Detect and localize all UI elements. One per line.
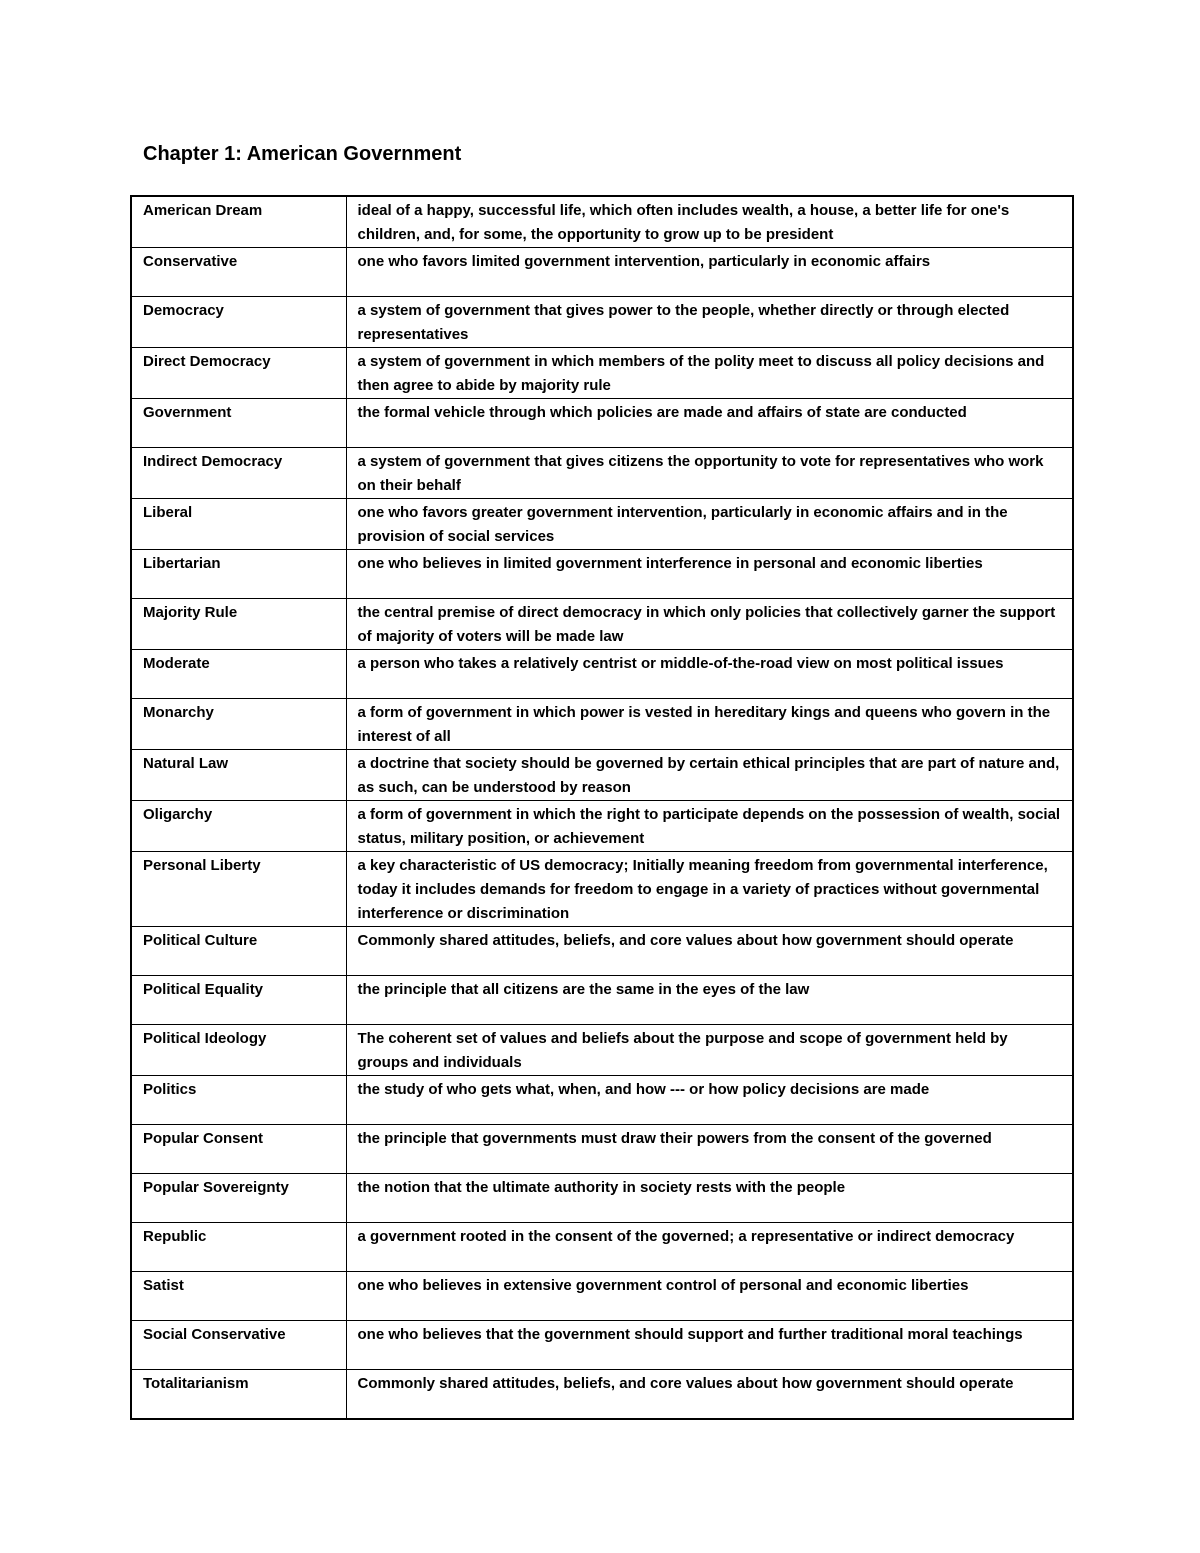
definition-cell: the principle that governments must draw their powers from the consent of the governed bbox=[346, 1125, 1073, 1174]
definition-cell: one who favors greater government intervention, particularly in economic affairs and in the provision of social services bbox=[346, 499, 1073, 550]
table-row bbox=[131, 550, 1073, 599]
definition-cell: a key characteristic of US democracy; Initially meaning freedom from governmental interference, today it includes demands for freedom to engage in a variety of practices without governmental interference or discrimination bbox=[346, 852, 1073, 927]
definition-cell: a system of government that gives power to the people, whether directly or through elected representatives bbox=[346, 297, 1073, 348]
definition-cell: a government rooted in the consent of the governed; a representative or indirect democracy bbox=[346, 1223, 1073, 1272]
definition-cell: Commonly shared attitudes, beliefs, and core values about how government should operate bbox=[346, 927, 1073, 976]
term-cell: Political Culture bbox=[131, 927, 346, 976]
table-row bbox=[131, 1370, 1073, 1419]
definition-cell: The coherent set of values and beliefs about the purpose and scope of government held by groups and individuals bbox=[346, 1025, 1073, 1076]
definition-cell: a person who takes a relatively centrist or middle-of-the-road view on most political issues bbox=[346, 650, 1073, 699]
page-title: Chapter 1: American Government bbox=[143, 143, 462, 165]
table-row bbox=[131, 348, 1073, 399]
definition-cell: one who believes in limited government interference in personal and economic liberties bbox=[346, 550, 1073, 599]
term-cell: Democracy bbox=[131, 297, 346, 348]
table-row bbox=[131, 499, 1073, 550]
table-row bbox=[131, 976, 1073, 1025]
table-row bbox=[131, 248, 1073, 297]
table-row bbox=[131, 1272, 1073, 1321]
term-cell: Political Equality bbox=[131, 976, 346, 1025]
table-row bbox=[131, 1223, 1073, 1272]
term-cell: Popular Consent bbox=[131, 1125, 346, 1174]
table-row bbox=[131, 1125, 1073, 1174]
definition-cell: a form of government in which the right to participate depends on the possession of wealth, social status, military position, or achievement bbox=[346, 801, 1073, 852]
table-row bbox=[131, 1025, 1073, 1076]
term-cell: Moderate bbox=[131, 650, 346, 699]
term-cell: Totalitarianism bbox=[131, 1370, 346, 1419]
definition-cell: the formal vehicle through which policies are made and affairs of state are conducted bbox=[346, 399, 1073, 448]
term-cell: Satist bbox=[131, 1272, 346, 1321]
table-row bbox=[131, 196, 1073, 248]
term-cell: Conservative bbox=[131, 248, 346, 297]
glossary-table bbox=[130, 195, 1074, 1420]
table-row bbox=[131, 399, 1073, 448]
table-row bbox=[131, 1174, 1073, 1223]
term-cell: Social Conservative bbox=[131, 1321, 346, 1370]
table-row bbox=[131, 801, 1073, 852]
term-cell: Libertarian bbox=[131, 550, 346, 599]
definition-cell: the principle that all citizens are the same in the eyes of the law bbox=[346, 976, 1073, 1025]
table-row bbox=[131, 927, 1073, 976]
definition-cell: a system of government that gives citizens the opportunity to vote for representatives who work on their behalf bbox=[346, 448, 1073, 499]
table-row bbox=[131, 1076, 1073, 1125]
term-cell: Liberal bbox=[131, 499, 346, 550]
definition-cell: the study of who gets what, when, and how --- or how policy decisions are made bbox=[346, 1076, 1073, 1125]
table-row bbox=[131, 1321, 1073, 1370]
term-cell: Government bbox=[131, 399, 346, 448]
definition-cell: one who believes that the government should support and further traditional moral teachings bbox=[346, 1321, 1073, 1370]
table-row bbox=[131, 750, 1073, 801]
term-cell: Direct Democracy bbox=[131, 348, 346, 399]
table-row bbox=[131, 297, 1073, 348]
definition-cell: one who believes in extensive government control of personal and economic liberties bbox=[346, 1272, 1073, 1321]
term-cell: Republic bbox=[131, 1223, 346, 1272]
definition-cell: a form of government in which power is vested in hereditary kings and queens who govern in the interest of all bbox=[346, 699, 1073, 750]
term-cell: Natural Law bbox=[131, 750, 346, 801]
term-cell: Indirect Democracy bbox=[131, 448, 346, 499]
definition-cell: the central premise of direct democracy in which only policies that collectively garner the support of majority of voters will be made law bbox=[346, 599, 1073, 650]
definition-cell: Commonly shared attitudes, beliefs, and core values about how government should operate bbox=[346, 1370, 1073, 1419]
term-cell: Politics bbox=[131, 1076, 346, 1125]
term-cell: Personal Liberty bbox=[131, 852, 346, 927]
term-cell: American Dream bbox=[131, 196, 346, 248]
table-row bbox=[131, 699, 1073, 750]
table-row bbox=[131, 852, 1073, 927]
term-cell: Political Ideology bbox=[131, 1025, 346, 1076]
term-cell: Majority Rule bbox=[131, 599, 346, 650]
term-cell: Monarchy bbox=[131, 699, 346, 750]
table-row bbox=[131, 650, 1073, 699]
definition-cell: the notion that the ultimate authority in society rests with the people bbox=[346, 1174, 1073, 1223]
term-cell: Popular Sovereignty bbox=[131, 1174, 346, 1223]
term-cell: Oligarchy bbox=[131, 801, 346, 852]
definition-cell: a doctrine that society should be governed by certain ethical principles that are part of nature and, as such, can be understood by reason bbox=[346, 750, 1073, 801]
table-row bbox=[131, 599, 1073, 650]
definition-cell: a system of government in which members of the polity meet to discuss all policy decisions and then agree to abide by majority rule bbox=[346, 348, 1073, 399]
definition-cell: ideal of a happy, successful life, which often includes wealth, a house, a better life for one's children, and, for some, the opportunity to grow up to be president bbox=[346, 196, 1073, 248]
table-row bbox=[131, 448, 1073, 499]
definition-cell: one who favors limited government intervention, particularly in economic affairs bbox=[346, 248, 1073, 297]
